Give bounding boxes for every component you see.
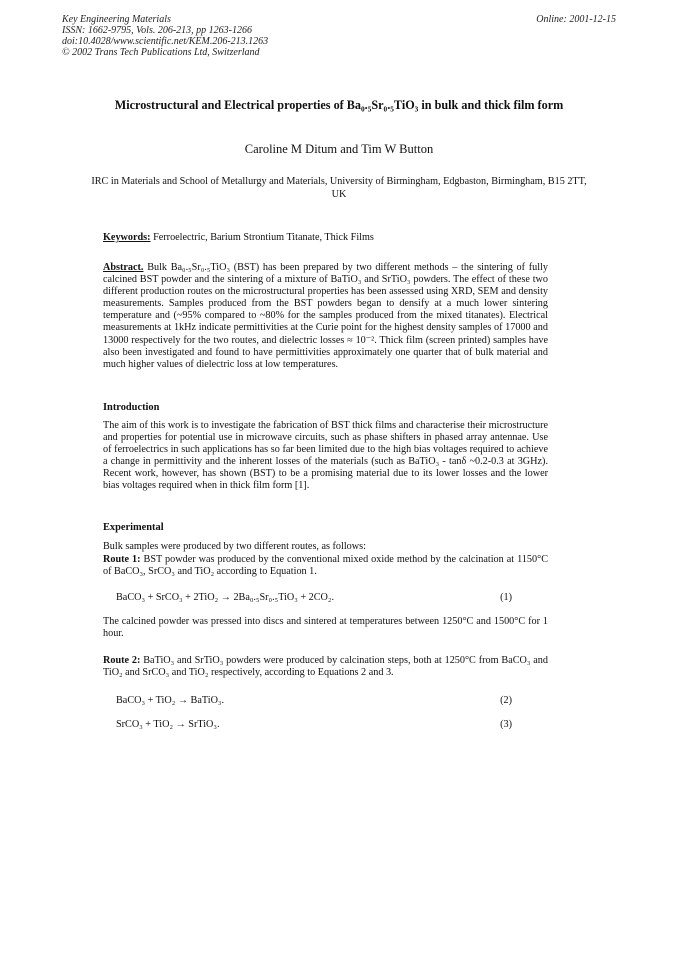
route1-after-text: The calcined powder was pressed into discs and sintered at temperatures between 1250°C and 1500°C for 1 hour. bbox=[103, 616, 548, 640]
doi-line: doi:10.4028/www.scientific.net/KEM.206-213.1263 bbox=[62, 36, 269, 47]
copyright-line: © 2002 Trans Tech Publications Ltd, Switzerland bbox=[62, 47, 260, 58]
paper-title: Microstructural and Electrical properties of Ba₀.₅Sr₀.₅TiO₃ in bulk and thick film form bbox=[114, 98, 564, 112]
route2-label: Route 2: bbox=[103, 655, 141, 666]
equation-2 bbox=[116, 695, 512, 706]
keywords-text: Ferroelectric, Barium Strontium Titanate, Thick Films bbox=[153, 232, 374, 243]
paper-authors: Caroline M Ditum and Tim W Button bbox=[244, 142, 434, 156]
equation-3-text: SrCO₃ + TiO₂ → SrTiO₃. bbox=[116, 719, 220, 730]
equation-1-text: BaCO₃ + SrCO₃ + 2TiO₂ → 2Ba₀.₅Sr₀.₅TiO₃ + 2CO₂. bbox=[116, 592, 334, 603]
author-affiliation: IRC in Materials and School of Metallurgy and Materials, University of Birmingham, Edgbaston, Birmingham, B15 2TT, UK bbox=[91, 176, 587, 200]
route1-text: BST powder was produced by the conventional mixed oxide method by the calcination at 1150°C of BaCO₃, SrCO₃ and TiO₂ according to Equation 1. bbox=[103, 554, 548, 578]
abstract bbox=[103, 262, 548, 371]
journal-name: Key Engineering Materials bbox=[62, 14, 171, 25]
introduction-heading: Introduction bbox=[103, 402, 160, 413]
equation-1 bbox=[116, 592, 512, 603]
keywords-label: Keywords: bbox=[103, 232, 151, 243]
equation-2-text: BaCO₃ + TiO₂ → BaTiO₃. bbox=[116, 695, 225, 706]
experimental-heading: Experimental bbox=[103, 522, 164, 533]
equation-3 bbox=[116, 719, 512, 730]
abstract-text: Bulk Ba₀.₅Sr₀.₅TiO₃ (BST) has been prepared by two different methods – the sintering of fully calcined BST powder and the sintering of a mixture of BaTiO₃ and SrTiO₃ powders. The effect of these two different production routes on the microstructural properties has been assessed using XRD, SEM and density measurements. Samples produced from the BST powders began to densify at a much lower sintering temperature and (~95% compared to ~80% for the samples produced from the mixed titanates). Electrical measurements at 1kHz indicate permittivities at the Curie point for the highest density samples of 17000 and 13000 respectively for the two routes, and dielectric losses ≈ 10⁻². Thick film (screen printed) samples have also been investigated and found to have permittivities approximately one quarter that of bulk material and much higher values of dielectric loss at low temperatures. bbox=[103, 262, 549, 370]
equation-3-number: (3) bbox=[500, 719, 512, 730]
route2-text: BaTiO₃ and SrTiO₃ powders were produced by calcination steps, both at 1250°C from BaCO₃ and TiO₂ and SrCO₃ and TiO₂ respectively, according to Equations 2 and 3. bbox=[103, 655, 548, 679]
route1-paragraph bbox=[103, 554, 548, 578]
route1-label: Route 1: bbox=[103, 554, 141, 565]
issn-line: ISSN: 1662-9795, Vols. 206-213, pp 1263-1266 bbox=[62, 25, 252, 36]
online-date: Online: 2001-12-15 bbox=[536, 14, 616, 25]
experimental-intro: Bulk samples were produced by two different routes, as follows: bbox=[103, 541, 366, 552]
keywords bbox=[103, 232, 578, 243]
abstract-label: Abstract. bbox=[103, 262, 144, 273]
equation-1-number: (1) bbox=[500, 592, 512, 603]
equation-2-number: (2) bbox=[500, 695, 512, 706]
journal-header bbox=[62, 14, 616, 58]
route2-paragraph bbox=[103, 655, 548, 679]
introduction-text: The aim of this work is to investigate the fabrication of BST thick films and characterise their microstructure and properties for potential use in microwave circuits, such as phase shifters in phased array antennae. Use of ferroelectrics in such applications has so far been limited due to the high bias voltages required to achieve a change in permittivity and the inherent losses of the materials (such as BaTiO₃ - tanδ ~0.2-0.3 at 3GHz). Recent work, however, has shown (BST) to be a promising material due to its lower losses and the lower bias voltages required when in thick film form [1]. bbox=[103, 420, 548, 492]
